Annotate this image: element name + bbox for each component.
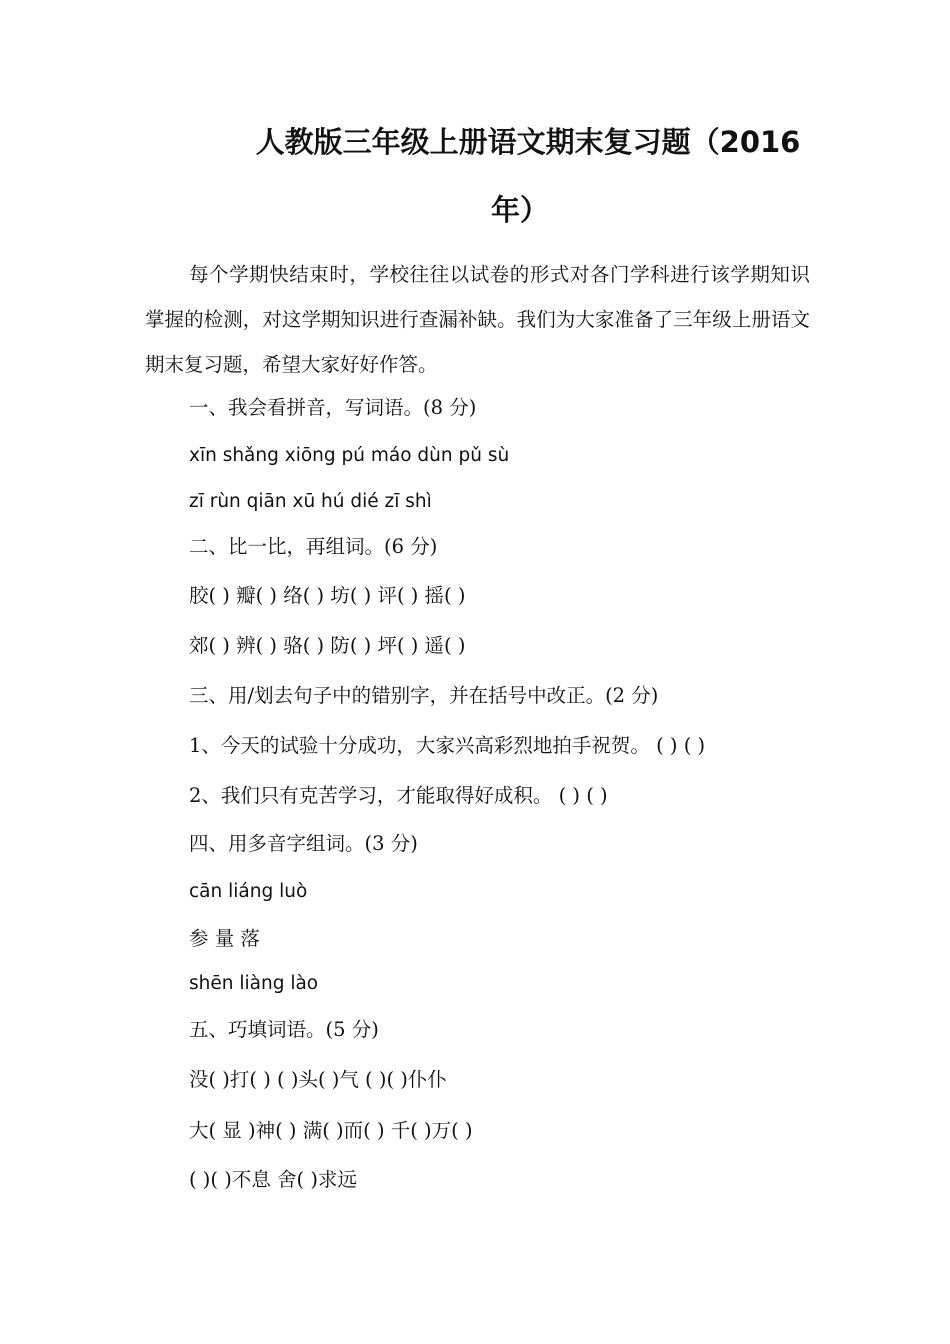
- fill-words-row-3: ( )( )不息 舍( )求远: [189, 1168, 357, 1191]
- fill-words-row-1: 没( )打( ) ( )头( )气 ( )( )仆仆: [189, 1068, 447, 1091]
- section-5-heading: 五、巧填词语。(5 分): [189, 1018, 379, 1041]
- section-3-heading: 三、用/划去句子中的错别字，并在括号中改正。(2 分): [189, 684, 659, 707]
- polyphone-characters-row: 参 量 落: [189, 927, 260, 950]
- fill-words-row-2: 大( 显 )神( ) 满( )而( ) 千( )万( ): [189, 1119, 473, 1142]
- polyphone-pinyin-row-1: cān liáng luò: [189, 881, 308, 902]
- section-2-heading: 二、比一比，再组词。(6 分): [189, 535, 438, 558]
- pinyin-row-2: zī rùn qiān xū hú dié zī shì: [189, 491, 432, 512]
- intro-paragraph: 每个学期快结束时，学校往往以试卷的形式对各门学科进行该学期知识掌握的检测，对这学期知识进行查漏补缺。我们为大家准备了三年级上册语文期末复习题，希望大家好好作答。: [145, 263, 810, 376]
- section-1-heading: 一、我会看拼音，写词语。(8 分): [189, 396, 477, 419]
- correction-sentence-1: 1、今天的试验十分成功，大家兴高彩烈地拍手祝贺。 ( ) ( ): [189, 734, 706, 757]
- pinyin-row-1: xīn shǎng xiōng pú máo dùn pǔ sù: [189, 445, 510, 466]
- polyphone-pinyin-row-2: shēn liàng lào: [189, 973, 319, 994]
- document-title-line-2: 年）: [490, 193, 549, 227]
- document-title-line-1: 人教版三年级上册语文期末复习题（2016: [255, 125, 801, 159]
- compare-row-1: 胶( ) 瓣( ) 络( ) 坊( ) 评( ) 摇( ): [189, 584, 466, 607]
- correction-sentence-2: 2、我们只有克苦学习，才能取得好成积。 ( ) ( ): [189, 784, 608, 807]
- section-4-heading: 四、用多音字组词。(3 分): [189, 832, 418, 855]
- compare-row-2: 郊( ) 辨( ) 骆( ) 防( ) 坪( ) 遥( ): [189, 634, 466, 657]
